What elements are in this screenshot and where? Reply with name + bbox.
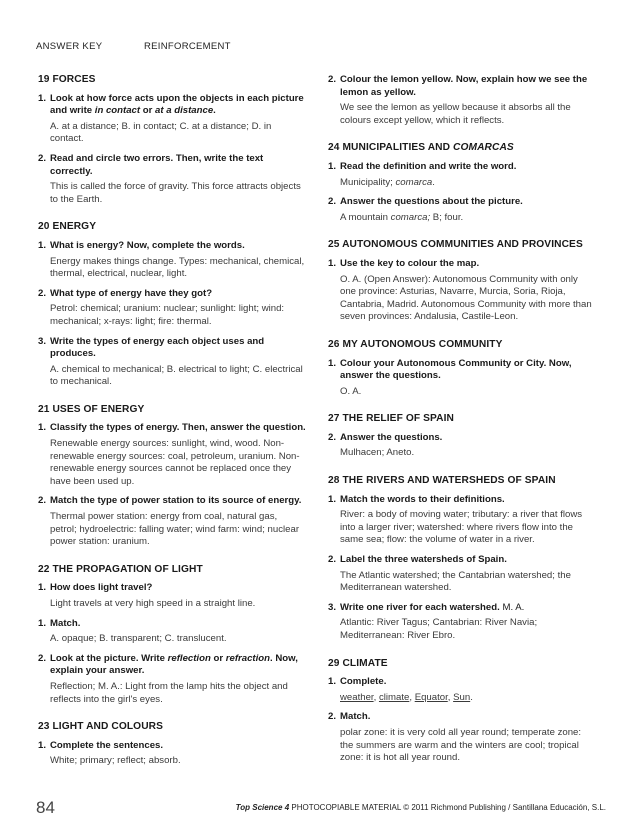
- question-text: Read the definition and write the word.: [340, 160, 517, 172]
- question-number: 2.: [328, 431, 337, 443]
- question-text: Classify the types of energy. Then, answer the question.: [50, 422, 306, 434]
- question: [38, 495, 306, 508]
- question: [38, 740, 306, 753]
- page-footer: [36, 798, 606, 822]
- question: [38, 582, 306, 595]
- question-text: Colour your Autonomous Community or City. Now, answer the questions.: [340, 357, 572, 382]
- section-title: 25 AUTONOMOUS COMMUNITIES AND PROVINCES: [328, 239, 583, 251]
- question-number: 1.: [38, 92, 47, 104]
- question: [38, 422, 306, 435]
- answer-text: Thermal power station: energy from coal, natural gas, petrol; hydroelectric: falling water; wind farm: wind; nuclear power station: uranium.: [50, 511, 300, 548]
- question-text: Match.: [340, 711, 371, 723]
- question-number: 1.: [328, 493, 337, 505]
- question: [328, 74, 596, 99]
- answer-text: We see the lemon as yellow because it absorbs all the colours except yellow, which it reflects.: [340, 102, 571, 126]
- question-text: Answer the questions.: [340, 431, 443, 443]
- question: [328, 711, 596, 724]
- page-number: 84: [36, 798, 55, 817]
- answer-text: White; primary; reflect; absorb.: [50, 755, 181, 767]
- question-number: 1.: [328, 676, 337, 688]
- section-title: 28 THE RIVERS AND WATERSHEDS OF SPAIN: [328, 475, 556, 487]
- left-column: [38, 74, 306, 775]
- question-text: Complete.: [340, 676, 387, 688]
- question-text: Match the words to their definitions.: [340, 493, 505, 505]
- answer-text: Light travels at very high speed in a straight line.: [50, 598, 256, 609]
- answer-text: O. A. (Open Answer): Autonomous Community with only one province: Asturias, Navarre, Murcia, Soria, Rioja, Cantabria, Madrid. Autonomous Community with more than seven provinces: Andalusia, Castile-Leon.: [340, 273, 592, 323]
- question-text: Read and circle two errors. Then, write the text correctly.: [50, 152, 264, 177]
- question-number: 1.: [328, 160, 337, 172]
- section-title: 23 LIGHT AND COLOURS: [38, 721, 164, 733]
- question-number: 2.: [328, 74, 337, 85]
- question-text: How does light travel?: [50, 582, 153, 594]
- question-number: 2.: [328, 711, 337, 723]
- question-number: 2.: [38, 287, 47, 299]
- section-title: 19 FORCES: [38, 74, 96, 85]
- question-number: 2.: [328, 196, 337, 208]
- question-text: Match the type of power station to its source of energy.: [50, 495, 302, 507]
- question: [328, 358, 596, 383]
- question-text: Look at how force acts upon the objects in each picture and write in contact or at a distance.: [50, 92, 304, 117]
- question: [38, 618, 306, 631]
- question-number: 2.: [328, 554, 337, 566]
- question-number: 2.: [38, 495, 47, 507]
- question: [38, 93, 306, 118]
- question-text: Answer the questions about the picture.: [340, 196, 523, 208]
- answer-text: Energy makes things change. Types: mechanical, chemical, thermal, electrical, nuclear, light.: [50, 255, 305, 280]
- section-title: 24 MUNICIPALITIES AND COMARCAS: [328, 142, 514, 154]
- question-text: Write the types of energy each object uses and produces.: [50, 335, 265, 360]
- answer-text: A. chemical to mechanical; B. electrical to light; C. electrical to mechanical.: [50, 363, 303, 388]
- section-title: 27 THE RELIEF OF SPAIN: [328, 413, 454, 425]
- question: [38, 240, 306, 253]
- question-number: 1.: [38, 422, 47, 434]
- question: [38, 288, 306, 301]
- question: [328, 494, 596, 507]
- question-text: Write one river for each watershed. M. A.: [340, 601, 525, 613]
- question-text: Use the key to colour the map.: [340, 257, 480, 269]
- question-text: Match.: [50, 617, 81, 629]
- question-number: 3.: [328, 601, 337, 613]
- question-text: Look at the picture. Write reflection or refraction. Now, explain your answer.: [50, 652, 298, 677]
- section-title: 21 USES OF ENERGY: [38, 403, 145, 415]
- answer-text: Renewable energy sources: sunlight, wind, wood. Non-renewable energy sources: coal, petroleum, uranium. Non-renewable energy sources cannot be replaced once they have been used up.: [50, 438, 300, 487]
- question-text: Label the three watersheds of Spain.: [340, 554, 507, 566]
- section-title: 26 MY AUTONOMOUS COMMUNITY: [328, 338, 503, 350]
- answer-text: Municipality; comarca.: [340, 176, 435, 188]
- question-number: 1.: [38, 739, 47, 751]
- answer-text: River: a body of moving water; tributary: a river that flows into a larger river; watershed: where rivers flow into the same sea; flow: the volume of water in a river.: [340, 509, 583, 546]
- question: [38, 653, 306, 678]
- answer-text: The Atlantic watershed; the Cantabrian watershed; the Mediterranean watershed.: [340, 569, 571, 594]
- question: [38, 336, 306, 361]
- copyright-notice: Top Science 4 PHOTOCOPIABLE MATERIAL © 2011 Richmond Publishing / Santillana Educación, S.L.: [235, 803, 606, 812]
- question: [328, 676, 596, 689]
- answer-text: polar zone: it is very cold all year round; temperate zone: the summers are warm and the winters are cool; tropical zone: it is hot all year round.: [340, 726, 582, 764]
- answer-text: Atlantic: River Tagus; Cantabrian: River Navia; Mediterranean: River Ebro.: [340, 617, 538, 641]
- question-text: Colour the lemon yellow. Now, explain how we see the lemon as yellow.: [340, 74, 588, 98]
- question: [328, 432, 596, 445]
- answer-text: Petrol: chemical; uranium: nuclear; sunlight: light; wind: mechanical; x-rays: light; fire: thermal.: [50, 303, 285, 327]
- answer-key-label: ANSWER KEY: [36, 41, 103, 52]
- answer-text: weather, climate, Equator, Sun.: [340, 691, 473, 703]
- answer-text: This is called the force of gravity. This force attracts objects to the Earth.: [50, 181, 301, 205]
- section-title: 20 ENERGY: [38, 221, 97, 233]
- answer-text: A. at a distance; B. in contact; C. at a distance; D. in contact.: [50, 120, 272, 145]
- question-number: 3.: [38, 335, 47, 347]
- question-number: 1.: [328, 357, 337, 369]
- question: [38, 153, 306, 178]
- answer-text: A. opaque; B. transparent; C. translucent.: [50, 633, 227, 645]
- question-number: 2.: [38, 652, 47, 664]
- section-label: REINFORCEMENT: [144, 41, 231, 52]
- question-number: 2.: [38, 152, 47, 164]
- section-title: 22 THE PROPAGATION OF LIGHT: [38, 563, 203, 575]
- question-text: What is energy? Now, complete the words.: [50, 239, 245, 251]
- answer-text: O. A.: [340, 385, 362, 397]
- section-title: 29 CLIMATE: [328, 657, 388, 669]
- question-number: 1.: [38, 617, 47, 629]
- question-text: Complete the sentences.: [50, 739, 164, 751]
- question: [328, 161, 596, 174]
- question: [328, 602, 596, 615]
- answer-text: A mountain comarca; B; four.: [340, 211, 464, 223]
- answer-text: Reflection; M. A.: Light from the lamp hits the object and reflects into the girl's eyes.: [50, 680, 288, 705]
- question-number: 1.: [38, 582, 47, 594]
- question-number: 1.: [328, 257, 337, 269]
- question-text: What type of energy have they got?: [50, 287, 213, 299]
- question: [328, 258, 596, 271]
- question: [328, 554, 596, 567]
- page-header: [36, 41, 596, 59]
- answer-text: Mulhacen; Aneto.: [340, 447, 415, 459]
- right-column: [328, 74, 596, 772]
- question-number: 1.: [38, 239, 47, 251]
- question: [328, 196, 596, 209]
